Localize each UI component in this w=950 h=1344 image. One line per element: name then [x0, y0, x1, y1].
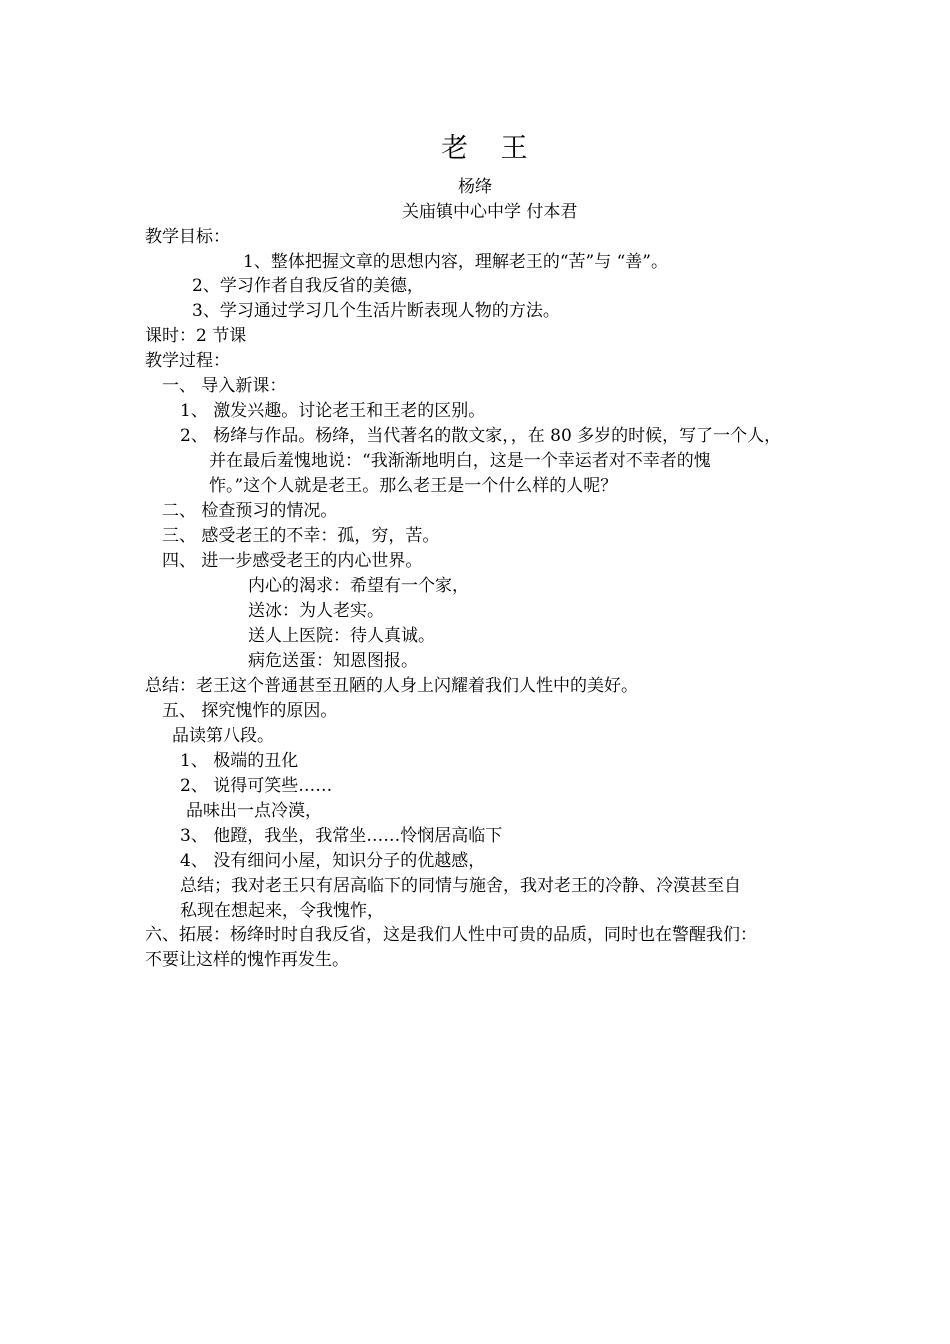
author: 杨绛 — [458, 177, 492, 197]
list-item: 4、 没有细问小屋，知识分子的优越感， — [180, 851, 486, 871]
paragraph-line: 并在最后羞愧地说：“我渐渐地明白，这是一个幸运者对不幸者的愧 — [209, 451, 711, 471]
section-heading: 五、 探究愧怍的原因。 — [162, 701, 338, 721]
list-item: 送人上医院：待人真诚。 — [248, 626, 435, 646]
section-heading: 六、拓展：杨绛时时自我反省，这是我们人性中可贵的品质，同时也在警醒我们： — [145, 925, 757, 945]
list-item: 1、 激发兴趣。讨论老王和王老的区别。 — [180, 401, 486, 421]
paragraph-line: 品读第八段。 — [172, 726, 274, 746]
section-heading: 二、 检查预习的情况。 — [162, 501, 338, 521]
class-period: 课时：2 节课 — [145, 326, 247, 346]
paragraph-line: 怍。”这个人就是老王。那么老王是一个什么样的人呢？ — [209, 476, 618, 496]
list-item: 病危送蛋：知恩图报。 — [248, 651, 418, 671]
summary-line: 总结；我对老王只有居高临下的同情与施舍，我对老王的冷静、冷漠甚至自 — [180, 876, 741, 896]
paragraph-line: 品味出一点冷漠， — [186, 801, 322, 821]
list-item: 2、 说得可笑些…… — [180, 776, 333, 796]
process-heading: 教学过程： — [145, 351, 230, 371]
paragraph-line: 不要让这样的愧怍再发生。 — [145, 950, 349, 970]
summary-line: 总结：老王这个普通甚至丑陋的人身上闪耀着我们人性中的美好。 — [145, 676, 638, 696]
list-item: 2、 杨绛与作品。杨绛，当代著名的散文家，，在 80 多岁的时候，写了一个人， — [180, 426, 782, 446]
list-item: 1、 极端的丑化 — [180, 751, 299, 771]
goal-item: 3、学习通过学习几个生活片断表现人物的方法。 — [192, 301, 560, 321]
goal-item: 2、学习作者自我反省的美德， — [192, 276, 424, 296]
summary-line: 私现在想起来，令我愧怍， — [180, 901, 384, 921]
goal-item: 1、整体把握文章的思想内容，理解老王的“苦”与 “善”。 — [243, 252, 668, 272]
section-heading: 四、 进一步感受老王的内心世界。 — [162, 551, 423, 571]
section-heading: 一、 导入新课： — [162, 376, 287, 396]
list-item: 送冰：为人老实。 — [248, 601, 384, 621]
goals-heading: 教学目标： — [145, 227, 230, 247]
list-item: 3、 他蹬，我坐，我常坐……怜悯居高临下 — [180, 826, 503, 846]
list-item: 内心的渴求：希望有一个家， — [248, 576, 469, 596]
school-teacher: 关庙镇中心中学 付本君 — [402, 202, 578, 222]
section-heading: 三、 感受老王的不幸：孤，穷，苦。 — [162, 526, 440, 546]
page-title: 老 王 — [441, 133, 540, 164]
